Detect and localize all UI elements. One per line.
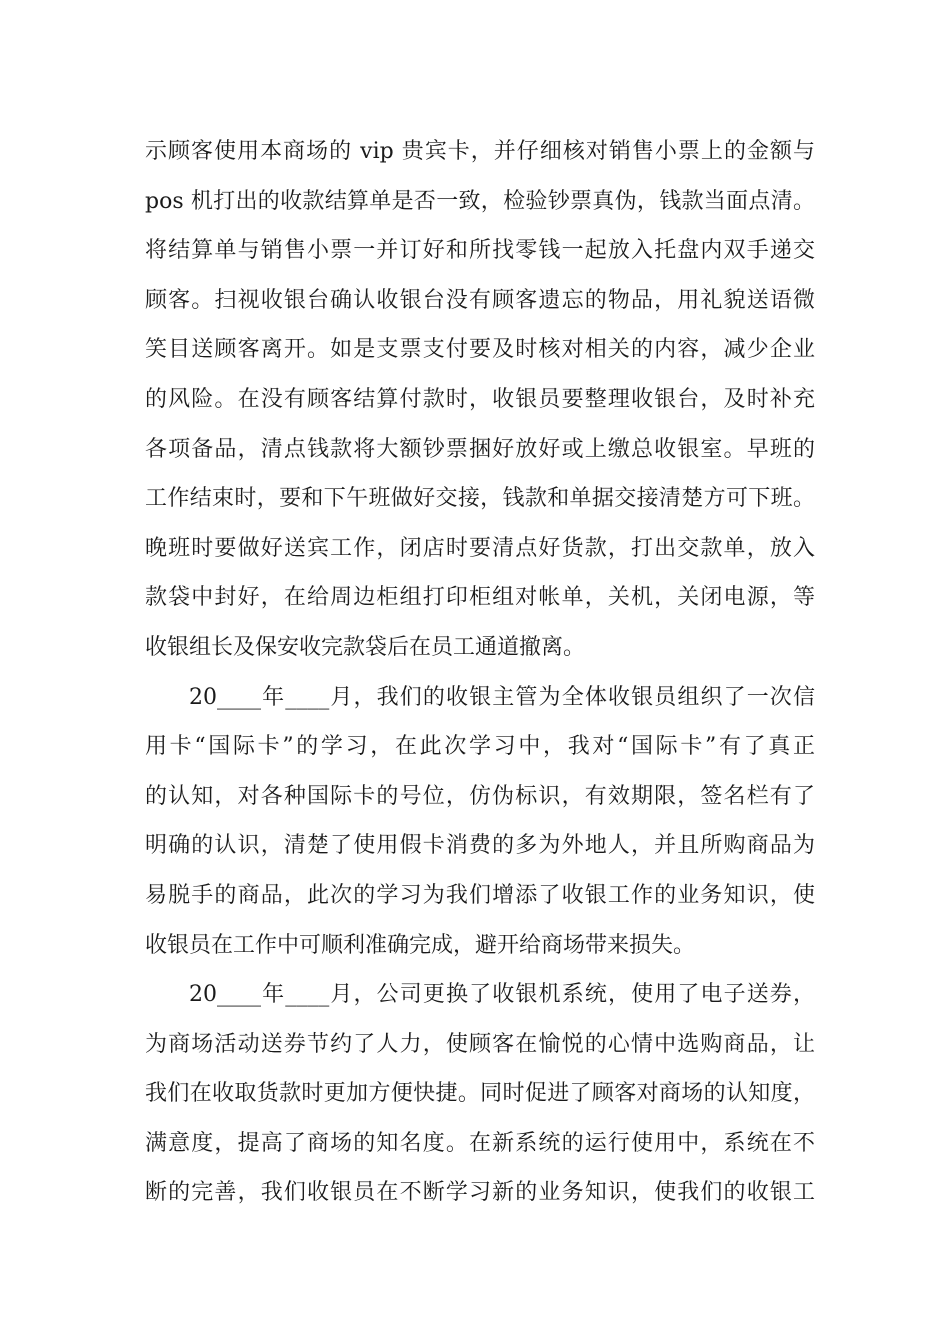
text-line: 用卡“国际卡”的学习，在此次学习中，我对“国际卡”有了真正 — [145, 734, 815, 760]
paragraph-start-line: 20____年____月，公司更换了收银机系统，使用了电子送券， — [189, 982, 815, 1008]
text-line: 笑目送顾客离开。如是支票支付要及时核对相关的内容，减少企业 — [145, 337, 815, 363]
text-line: 顾客。扫视收银台确认收银台没有顾客遗忘的物品，用礼貌送语微 — [145, 287, 815, 313]
text-line: 满意度，提高了商场的知名度。在新系统的运行使用中，系统在不 — [145, 1130, 815, 1156]
text-line: 明确的认识，清楚了使用假卡消费的多为外地人，并且所购商品为 — [145, 833, 815, 859]
text-line: 的认知，对各种国际卡的号位，仿伪标识，有效期限，签名栏有了 — [145, 783, 815, 809]
text-line: 断的完善，我们收银员在不断学习新的业务知识，使我们的收银工 — [145, 1180, 815, 1206]
body-text — [145, 127, 815, 1218]
text-line: 款袋中封好，在给周边柜组打印柜组对帐单，关机，关闭电源，等 — [145, 585, 815, 611]
text-line: 将结算单与销售小票一并订好和所找零钱一起放入托盘内双手递交 — [145, 238, 815, 264]
text-line: 示顾客使用本商场的 vip 贵宾卡，并仔细核对销售小票上的金额与 — [145, 139, 815, 164]
text-line: 收银员在工作中可顺利准确完成，避开给商场带来损失。 — [145, 932, 696, 958]
paragraph-start-line: 20____年____月，我们的收银主管为全体收银员组织了一次信 — [189, 684, 815, 710]
text-line: 的风险。在没有顾客结算付款时，收银员要整理收银台，及时补充 — [145, 386, 815, 412]
text-line: 收银组长及保安收完款袋后在员工通道撤离。 — [145, 634, 586, 660]
text-line: 各项备品，清点钱款将大额钞票捆好放好或上缴总收银室。早班的 — [145, 436, 815, 462]
text-line: 为商场活动送券节约了人力，使顾客在愉悦的心情中选购商品，让 — [145, 1031, 815, 1057]
text-line: 易脱手的商品，此次的学习为我们增添了收银工作的业务知识，使 — [145, 882, 815, 908]
text-line: 晚班时要做好送宾工作，闭店时要清点好货款，打出交款单，放入 — [145, 535, 815, 561]
text-line: pos 机打出的收款结算单是否一致，检验钞票真伪，钱款当面点清。 — [145, 188, 815, 214]
text-line: 工作结束时，要和下午班做好交接，钱款和单据交接清楚方可下班。 — [145, 486, 815, 512]
text-line: 我们在收取货款时更加方便快捷。同时促进了顾客对商场的认知度， — [145, 1081, 815, 1107]
